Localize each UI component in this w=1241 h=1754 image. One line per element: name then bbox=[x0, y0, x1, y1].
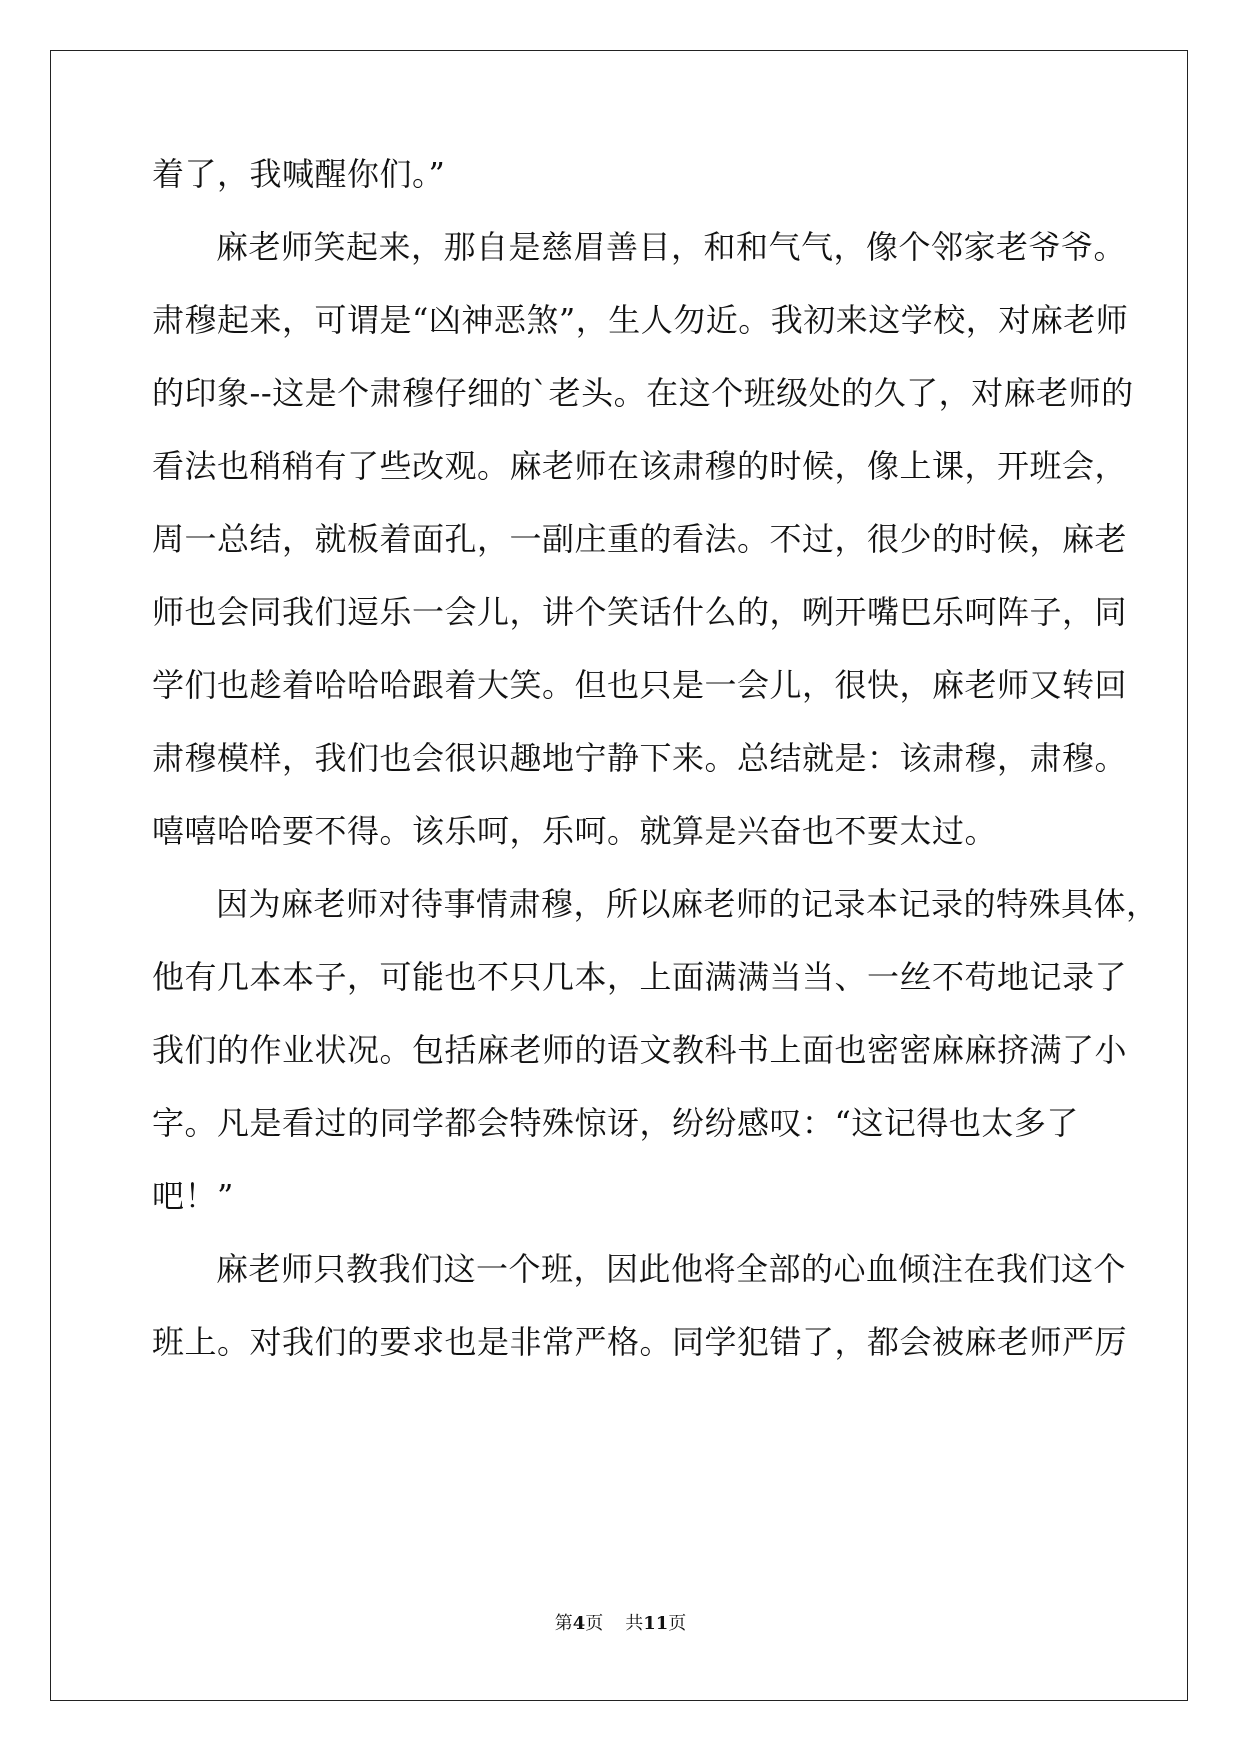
text-line: 肃穆模样，我们也会很识趣地宁静下来。总结就是：该肃穆，肃穆。 bbox=[152, 739, 1128, 777]
text-line: 的印象--这是个肃穆仔细的`老头。在这个班级处的久了，对麻老师的 bbox=[152, 374, 1134, 412]
text-line: 他有几本本子，可能也不只几本，上面满满当当、一丝不苟地记录了 bbox=[152, 958, 1128, 996]
total-pages: 11 bbox=[643, 1613, 669, 1634]
page-number: 4 bbox=[572, 1613, 586, 1634]
total-prefix: 共 bbox=[625, 1613, 644, 1634]
text-line: 着了，我喊醒你们。” bbox=[152, 155, 446, 193]
text-line: 班上。对我们的要求也是非常严格。同学犯错了，都会被麻老师严厉 bbox=[152, 1323, 1128, 1361]
page-suffix: 页 bbox=[585, 1613, 604, 1634]
text-line: 肃穆起来，可谓是“凶神恶煞”，生人勿近。我初来这学校，对麻老师 bbox=[152, 301, 1129, 339]
paragraph-start-line: 麻老师只教我们这一个班，因此他将全部的心血倾注在我们这个 bbox=[216, 1250, 1127, 1288]
text-line: 师也会同我们逗乐一会儿，讲个笑话什么的，咧开嘴巴乐呵阵子，同 bbox=[152, 593, 1128, 631]
paragraph-start-line: 因为麻老师对待事情肃穆，所以麻老师的记录本记录的特殊具体， bbox=[216, 885, 1159, 923]
text-line: 嘻嘻哈哈要不得。该乐呵，乐呵。就算是兴奋也不要太过。 bbox=[152, 812, 998, 850]
text-line: 学们也趁着哈哈哈跟着大笑。但也只是一会儿，很快，麻老师又转回 bbox=[152, 666, 1128, 704]
text-line: 周一总结，就板着面孔，一副庄重的看法。不过，很少的时候，麻老 bbox=[152, 520, 1128, 558]
page-prefix: 第 bbox=[554, 1613, 573, 1634]
page-frame bbox=[50, 50, 1188, 1701]
text-line: 字。凡是看过的同学都会特殊惊讶，纷纷感叹：“这记得也太多了 bbox=[152, 1104, 1079, 1142]
page-footer bbox=[0, 1612, 1241, 1636]
text-line: 我们的作业状况。包括麻老师的语文教科书上面也密密麻麻挤满了小 bbox=[152, 1031, 1128, 1069]
paragraph-start-line: 麻老师笑起来，那自是慈眉善目，和和气气，像个邻家老爷爷。 bbox=[216, 228, 1127, 266]
text-line: 看法也稍稍有了些改观。麻老师在该肃穆的时候，像上课，开班会， bbox=[152, 447, 1128, 485]
text-line: 吧！” bbox=[152, 1177, 234, 1215]
total-suffix: 页 bbox=[668, 1613, 687, 1634]
